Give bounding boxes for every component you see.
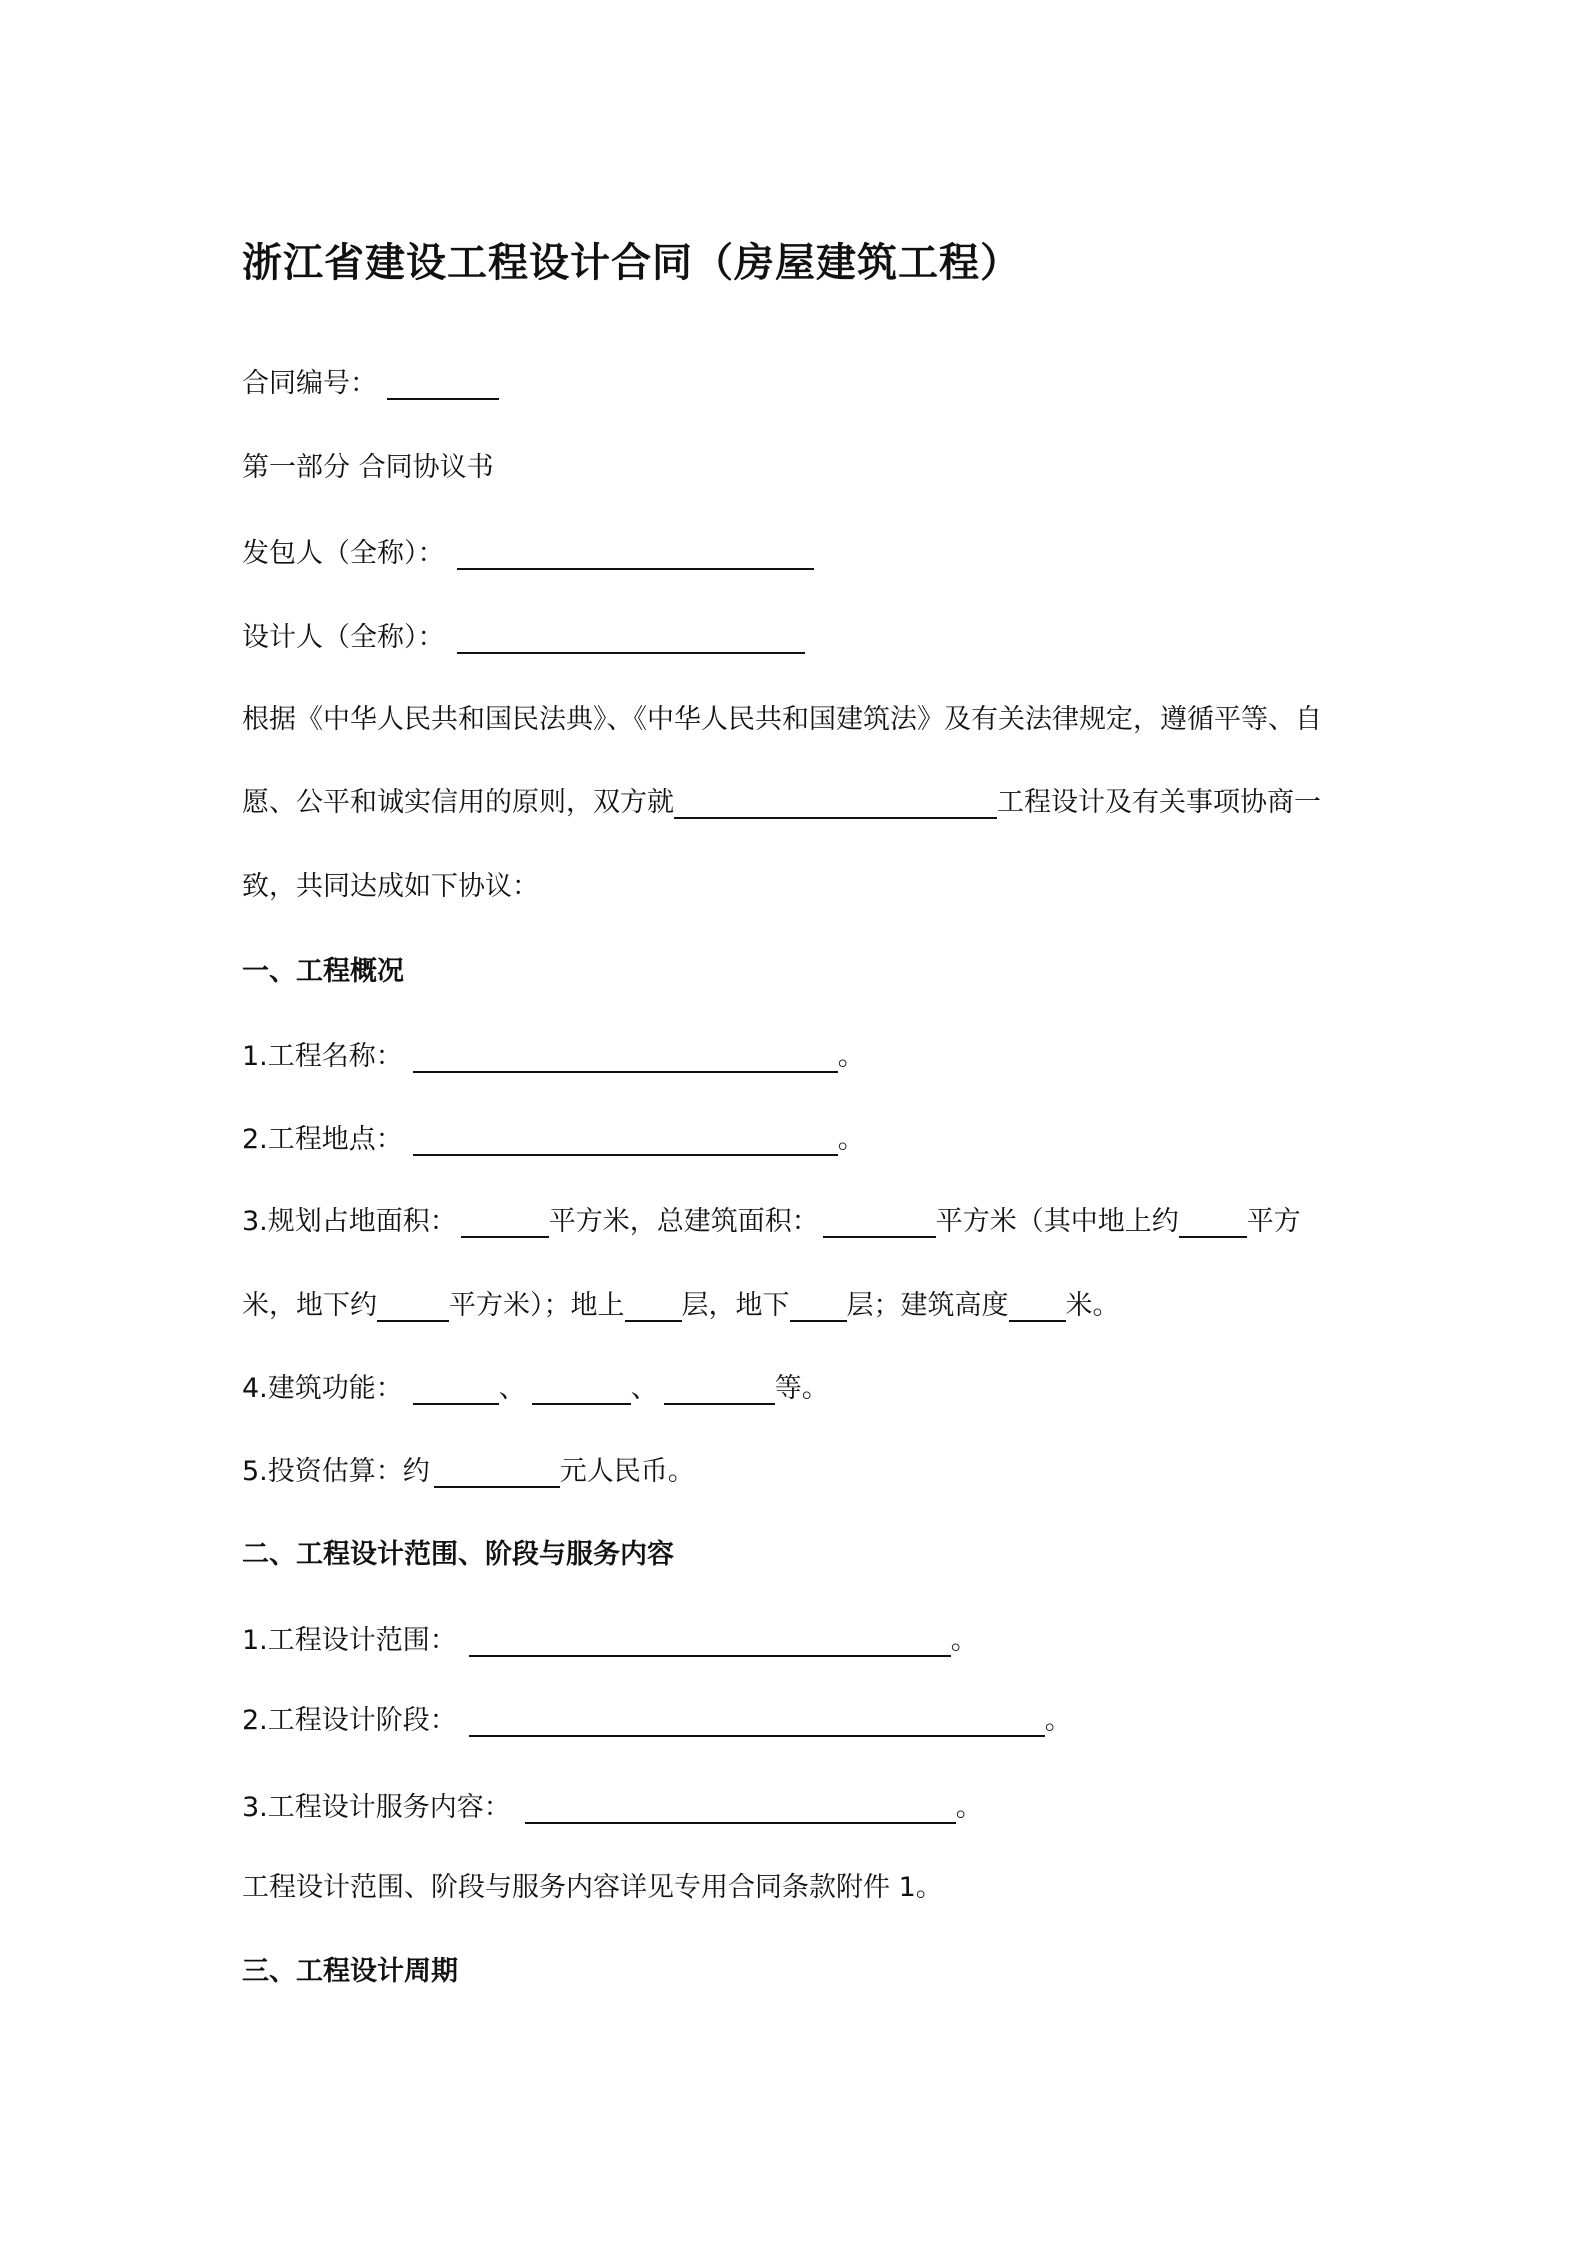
employer-name-field[interactable] bbox=[457, 538, 814, 570]
project-location-label: 2.工程地点： bbox=[242, 1124, 403, 1155]
preamble-text-b: 工程设计及有关事项协商一 bbox=[997, 787, 1321, 818]
separator: 、 bbox=[498, 1373, 526, 1404]
stage-field[interactable] bbox=[469, 1705, 1045, 1737]
total-area-label: 平方米，总建筑面积： bbox=[548, 1206, 819, 1237]
separator: 、 bbox=[630, 1373, 658, 1404]
function-field-2[interactable] bbox=[532, 1373, 631, 1405]
period: 。 bbox=[1044, 1705, 1072, 1736]
project-location-line bbox=[242, 1120, 865, 1160]
employer-line bbox=[242, 534, 814, 574]
preamble-line-2 bbox=[242, 783, 1321, 823]
investment-field[interactable] bbox=[434, 1456, 560, 1488]
service-field[interactable] bbox=[525, 1792, 956, 1824]
investment-line bbox=[242, 1452, 695, 1492]
contract-number-label: 合同编号： bbox=[242, 368, 377, 399]
floors-above-field[interactable] bbox=[625, 1290, 682, 1322]
period: 。 bbox=[950, 1625, 978, 1656]
height-label: 层；建筑高度 bbox=[846, 1290, 1009, 1321]
building-height-field[interactable] bbox=[1009, 1290, 1066, 1322]
part-one-heading: 第一部分 合同协议书 bbox=[242, 452, 494, 483]
designer-name-field[interactable] bbox=[457, 622, 805, 654]
scope-label: 1.工程设计范围： bbox=[242, 1625, 457, 1656]
function-end: 等。 bbox=[774, 1373, 829, 1404]
meter-text: 米。 bbox=[1065, 1290, 1120, 1321]
underground-area-field[interactable] bbox=[377, 1290, 449, 1322]
floors-below-field[interactable] bbox=[790, 1290, 847, 1322]
function-field-3[interactable] bbox=[664, 1373, 775, 1405]
investment-end: 元人民币。 bbox=[559, 1456, 695, 1487]
function-field-1[interactable] bbox=[413, 1373, 499, 1405]
service-line bbox=[242, 1788, 983, 1828]
underground-label: 米，地下约 bbox=[242, 1290, 377, 1321]
land-area-field[interactable] bbox=[461, 1206, 549, 1238]
project-name-line bbox=[242, 1037, 865, 1077]
above-ground-area-field[interactable] bbox=[1179, 1206, 1247, 1238]
function-line bbox=[242, 1369, 829, 1409]
stage-line bbox=[242, 1701, 1072, 1741]
period: 。 bbox=[837, 1041, 865, 1072]
section-1-heading: 一、工程概况 bbox=[242, 956, 404, 987]
scope-field[interactable] bbox=[469, 1625, 951, 1657]
investment-label: 5.投资估算：约 bbox=[242, 1456, 430, 1487]
contract-number-line bbox=[242, 364, 499, 404]
area-line-2 bbox=[242, 1286, 1120, 1326]
employer-label: 发包人（全称）： bbox=[242, 538, 445, 569]
designer-label: 设计人（全称）： bbox=[242, 622, 445, 653]
service-label: 3.工程设计服务内容： bbox=[242, 1792, 511, 1823]
project-location-input[interactable] bbox=[413, 1124, 838, 1156]
function-label: 4.建筑功能： bbox=[242, 1373, 403, 1404]
contract-number-field[interactable] bbox=[387, 368, 499, 400]
section-2-heading: 二、工程设计范围、阶段与服务内容 bbox=[242, 1539, 674, 1570]
total-area-field[interactable] bbox=[823, 1206, 936, 1238]
stage-label: 2.工程设计阶段： bbox=[242, 1705, 457, 1736]
land-area-label: 3.规划占地面积： bbox=[242, 1206, 457, 1237]
designer-line bbox=[242, 618, 805, 658]
project-name-label: 1.工程名称： bbox=[242, 1041, 403, 1072]
document-title: 浙江省建设工程设计合同（房屋建筑工程） bbox=[242, 240, 1021, 286]
section-3-heading: 三、工程设计周期 bbox=[242, 1956, 458, 1987]
period: 。 bbox=[955, 1792, 983, 1823]
project-name-field[interactable] bbox=[674, 787, 997, 819]
scope-line bbox=[242, 1621, 978, 1661]
above-ground-label: 平方米（其中地上约 bbox=[935, 1206, 1179, 1237]
project-name-input[interactable] bbox=[413, 1041, 838, 1073]
floors-below-label: 层，地下 bbox=[681, 1290, 790, 1321]
floors-above-label: 平方米）；地上 bbox=[449, 1290, 625, 1321]
preamble-line-1: 根据《中华人民共和国民法典》、《中华人民共和国建筑法》及有关法律规定，遵循平等、自 bbox=[242, 704, 1322, 735]
preamble-text-a: 愿、公平和诚实信用的原则，双方就 bbox=[242, 787, 674, 818]
unit-text: 平方 bbox=[1246, 1206, 1301, 1237]
area-line-1 bbox=[242, 1202, 1301, 1242]
scope-note: 工程设计范围、阶段与服务内容详见专用合同条款附件 1。 bbox=[242, 1872, 943, 1903]
preamble-line-3: 致，共同达成如下协议： bbox=[242, 871, 539, 902]
period: 。 bbox=[837, 1124, 865, 1155]
